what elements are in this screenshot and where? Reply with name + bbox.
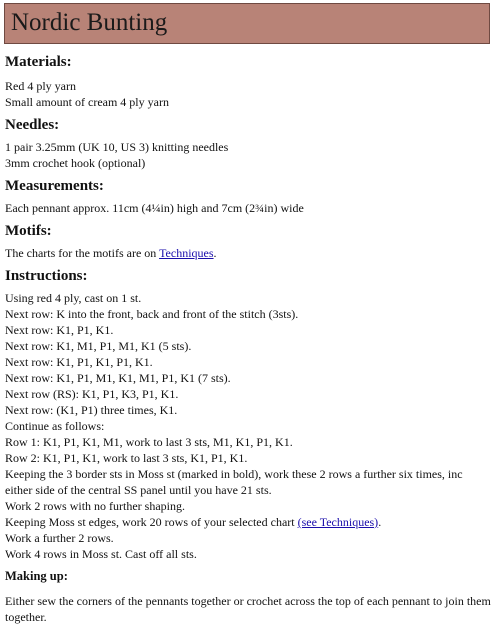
measurements-line: Each pennant approx. 11cm (4¼in) high and 7cm (2¾in) wide xyxy=(5,201,304,215)
instructions-section xyxy=(5,266,491,562)
instruction-line: Work 2 rows with no further shaping. xyxy=(5,499,186,513)
motifs-text-end: . xyxy=(213,246,217,260)
instruction-line: Next row (RS): K1, P1, K3, P1, K1. xyxy=(5,387,179,401)
measurements-heading: Measurements: xyxy=(5,178,104,194)
motifs-section xyxy=(5,221,491,261)
instruction-line: Work 4 rows in Moss st. Cast off all sts. xyxy=(5,547,197,561)
making-up-text: Either sew the corners of the pennants together or crochet across the top of each pennant to join them together. xyxy=(5,594,491,624)
instruction-line: Next row: K1, P1, K1, P1, K1. xyxy=(5,355,153,369)
needles-heading: Needles: xyxy=(5,117,60,133)
materials-section xyxy=(5,52,491,110)
needles-line: 3mm crochet hook (optional) xyxy=(5,156,146,170)
making-up-heading: Making up: xyxy=(5,569,68,583)
instruction-line: Work a further 2 rows. xyxy=(5,531,114,545)
instruction-line: Next row: (K1, P1) three times, K1. xyxy=(5,403,178,417)
motifs-heading: Motifs: xyxy=(5,223,52,239)
instruction-line: Row 2: K1, P1, K1, work to last 3 sts, K1, P1, K1. xyxy=(5,451,248,465)
instruction-line: Next row: K into the front, back and front of the stitch (3sts). xyxy=(5,307,299,321)
materials-line: Small amount of cream 4 ply yarn xyxy=(5,95,169,109)
materials-line: Red 4 ply yarn xyxy=(5,79,76,93)
measurements-section xyxy=(5,176,491,216)
see-techniques-link[interactable]: (see Techniques) xyxy=(297,515,379,529)
instruction-line: Row 1: K1, P1, K1, M1, work to last 3 sts, M1, K1, P1, K1. xyxy=(5,435,293,449)
instruction-line: Next row: K1, P1, M1, K1, M1, P1, K1 (7 sts). xyxy=(5,371,231,385)
instruction-line: Keeping the 3 border sts in Moss st (marked in bold), work these 2 rows a further six times, inc either side of the central SS panel until you have 21 sts. xyxy=(5,467,463,497)
materials-heading: Materials: xyxy=(5,54,72,70)
chart-instruction-text: Keeping Moss st edges, work 20 rows of your selected chart xyxy=(5,515,298,529)
instructions-heading: Instructions: xyxy=(5,268,88,284)
techniques-link[interactable]: Techniques xyxy=(159,246,214,260)
chart-instruction-end: . xyxy=(378,515,382,529)
instruction-line: Next row: K1, P1, K1. xyxy=(5,323,114,337)
needles-section xyxy=(5,115,491,171)
motifs-line xyxy=(5,245,491,261)
instruction-line: Using red 4 ply, cast on 1 st. xyxy=(5,291,142,305)
page-title: Nordic Bunting xyxy=(11,9,168,36)
needles-line: 1 pair 3.25mm (UK 10, US 3) knitting needles xyxy=(5,140,229,154)
instruction-line: Continue as follows: xyxy=(5,419,105,433)
chart-instruction-line xyxy=(5,514,491,530)
instruction-line: Next row: K1, M1, P1, M1, K1 (5 sts). xyxy=(5,339,192,353)
motifs-text: The charts for the motifs are on xyxy=(5,246,160,260)
making-up-section xyxy=(5,567,491,625)
pattern-content xyxy=(5,50,491,625)
title-banner xyxy=(4,3,490,44)
